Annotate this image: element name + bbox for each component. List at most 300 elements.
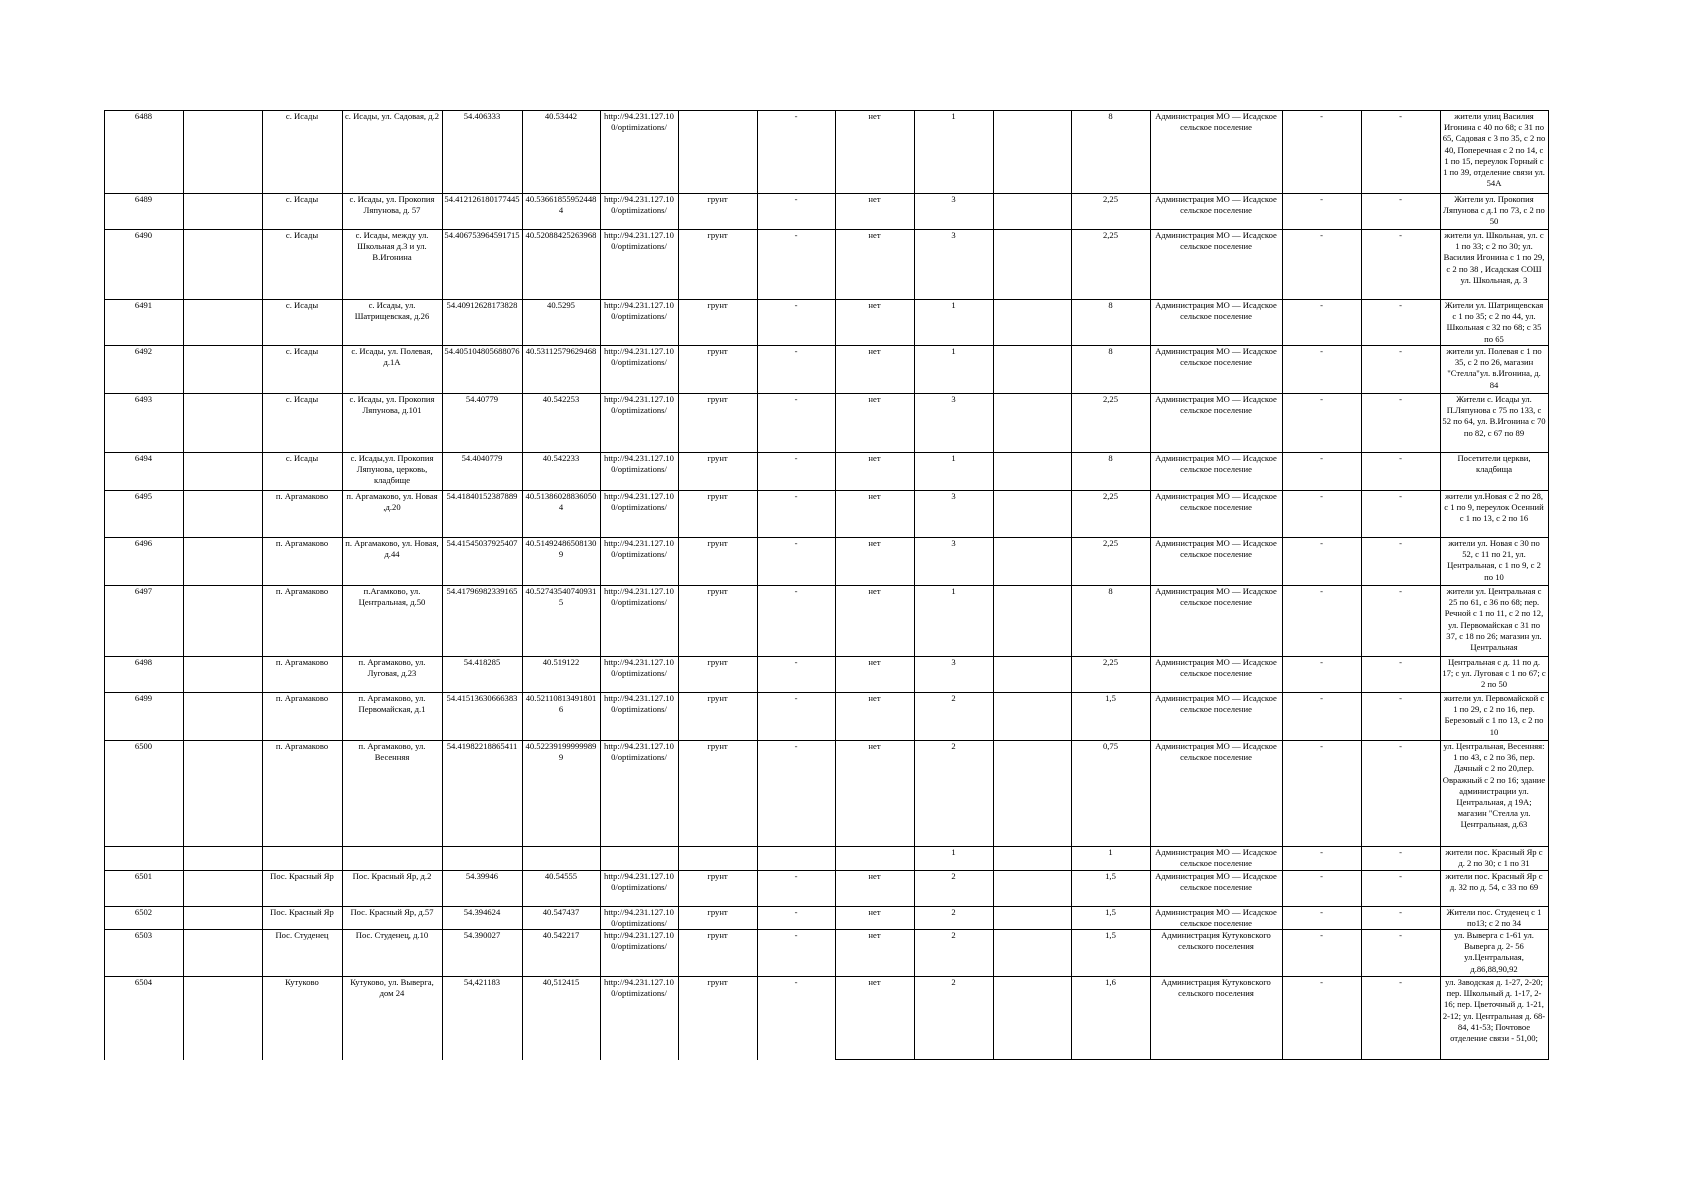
cell-dash-c: - <box>1399 491 1402 501</box>
cell-latitude: 54.40779 <box>465 394 499 404</box>
cell-dash-c: - <box>1399 453 1402 463</box>
cell-containers: 2 <box>951 930 956 940</box>
cell-blank-b <box>993 229 1071 299</box>
cell-address: п. Аргамаково, ул. Новая ,д.20 <box>346 491 438 513</box>
cell-blank-b <box>993 193 1071 229</box>
cell-latitude: 54.39946 <box>465 871 499 881</box>
cell-blank-a <box>183 976 262 1059</box>
cell-link: http://94.231.127.100/optimizations/ <box>604 741 674 763</box>
grid-line <box>104 929 1548 930</box>
cell-latitude: 54.41840152387889 <box>446 491 518 501</box>
cell-longitude: 40.547437 <box>542 907 580 917</box>
cell-dash-b: - <box>1320 453 1323 463</box>
cell-volume: 1 <box>1108 847 1113 857</box>
cell-id <box>104 846 183 870</box>
cell-dash-a: - <box>794 741 798 751</box>
cell-link: http://94.231.127.100/optimizations/ <box>604 111 674 133</box>
cell-blank-a <box>183 870 262 906</box>
cell-link: http://94.231.127.100/optimizations/ <box>604 657 674 679</box>
grid-line <box>1548 110 1549 1060</box>
cell-longitude: 40.542233 <box>542 453 580 463</box>
cell-containers: 3 <box>951 194 956 204</box>
cell-owner: Администрация МО — Исадское сельское поселение <box>1155 491 1277 513</box>
cell-settlement: Пос. Студенец <box>275 930 329 940</box>
grid-line <box>914 1059 1071 1060</box>
cell-surface: грунт <box>707 538 728 548</box>
cell-id: 6495 <box>134 491 153 501</box>
cell-volume: 8 <box>1108 346 1113 356</box>
cell-containers: 2 <box>951 907 956 917</box>
cell-blank-a <box>183 299 262 345</box>
cell-dash-c: - <box>1399 394 1402 404</box>
cell-latitude: 54.41513630666383 <box>446 693 518 703</box>
cell-owner: Администрация МО — Исадское сельское поселение <box>1155 346 1277 368</box>
cell-fence: нет <box>868 538 881 548</box>
cell-dash-c: - <box>1399 741 1402 751</box>
cell-id: 6493 <box>134 394 153 404</box>
cell-blank-a <box>183 656 262 692</box>
cell-blank-a <box>183 692 262 740</box>
cell-volume: 1,6 <box>1105 977 1116 987</box>
cell-volume: 8 <box>1108 586 1113 596</box>
cell-address: Пос. Красный Яр, д.57 <box>350 907 434 917</box>
cell-address: Пос. Красный Яр, д.2 <box>352 871 432 881</box>
cell-blank-b <box>993 452 1071 490</box>
cell-served-objects: Жители ул. Прокопия Ляпунова с д.1 по 73, с 2 по 50 <box>1443 194 1545 227</box>
cell-surface: грунт <box>707 346 728 356</box>
cell-dash-c: - <box>1399 300 1402 310</box>
cell-blank-a <box>183 740 262 846</box>
cell-owner: Администрация МО — Исадское сельское поселение <box>1155 693 1277 715</box>
cell-dash-b: - <box>1320 693 1323 703</box>
cell-surface: грунт <box>707 453 728 463</box>
cell-blank-a <box>183 906 262 929</box>
cell-containers: 3 <box>951 230 956 240</box>
cell-address: с. Исады, ул. Садовая, д.2 <box>344 111 440 121</box>
cell-id: 6503 <box>134 930 153 940</box>
cell-volume: 8 <box>1108 453 1113 463</box>
cell-latitude: 54.41982218865411 <box>446 741 518 751</box>
cell-served-objects: жители ул. Полевая с 1 по 35, с 2 по 26, магазин "Стелла"ул. в.Игонина, д. 84 <box>1446 346 1542 390</box>
cell-id: 6497 <box>134 586 153 596</box>
cell-blank-b <box>993 929 1071 976</box>
cell-id: 6489 <box>134 194 153 204</box>
cell-id: 6501 <box>134 871 153 881</box>
cell-longitude: 40.542253 <box>542 394 580 404</box>
cell-settlement: с. Исады <box>285 194 319 204</box>
cell-address: п. Аргамаково, ул. Первомайская, д.1 <box>358 693 426 715</box>
cell-blank-a <box>183 490 262 537</box>
cell-containers: 2 <box>951 871 956 881</box>
cell-latitude: 54.406333 <box>463 111 501 121</box>
cell-fence: нет <box>868 300 881 310</box>
cell-served-objects: ул. Заводская д. 1-27, 2-20; пер. Школьный д. 1-17, 2-16; пер. Цветочный д. 1-21, 2-12; ул. Центральная д. 68-84, 41-53; Почтовое отделение связи - 51,00; <box>1442 977 1546 1044</box>
cell-dash-b: - <box>1320 977 1323 987</box>
cell-latitude: 54.412126180177445 <box>444 194 520 204</box>
cell-surface <box>678 110 757 193</box>
cell-owner: Администрация МО — Исадское сельское поселение <box>1155 230 1277 252</box>
cell-fence <box>835 846 914 870</box>
cell-fence: нет <box>868 394 881 404</box>
cell-volume: 8 <box>1108 111 1113 121</box>
cell-link: http://94.231.127.100/optimizations/ <box>604 194 674 216</box>
cell-surface: грунт <box>707 657 728 667</box>
cell-settlement: Кутуково <box>285 977 319 987</box>
cell-served-objects: жители пос. Красный Яр с д. 32 по д. 54, с 33 по 69 <box>1445 871 1543 893</box>
cell-dash-b: - <box>1320 300 1323 310</box>
cell-owner: Администрация МО — Исадское сельское поселение <box>1155 871 1277 893</box>
cell-address: с. Исады, ул. Шатрищевская, д.26 <box>354 300 430 322</box>
cell-settlement: Пос. Красный Яр <box>270 871 334 881</box>
cell-served-objects: жители ул. Центральная с 25 по 61, с 36 по 68; пер. Речной с 1 по 11, с 2 по 12, ул. Первомайская с 31 по 37, с 18 по 26; магазин ул. Центральная <box>1444 586 1544 653</box>
cell-surface: грунт <box>707 741 728 751</box>
cell-containers: 1 <box>951 453 956 463</box>
cell-address: с. Исады, ул. Прокопия Ляпунова, д. 57 <box>349 194 435 216</box>
cell-served-objects: ул. Выверга с 1-61 ул. Выверга д. 2- 56 ул.Центральная, д.86,88,90,92 <box>1454 930 1534 974</box>
cell-longitude: 40.527435407409315 <box>525 586 597 608</box>
grid-line <box>104 870 1548 871</box>
cell-dash-a: - <box>794 230 798 240</box>
cell-served-objects: жители ул.Новая с 2 по 28, с 1 по 9, переулок Осенний с 1 по 13, с 2 по 16 <box>1444 491 1544 524</box>
cell-link: http://94.231.127.100/optimizations/ <box>604 491 674 513</box>
cell-settlement: Пос. Красный Яр <box>270 907 334 917</box>
cell-owner: Администрация МО — Исадское сельское поселение <box>1155 657 1277 679</box>
cell-volume: 1,5 <box>1105 930 1116 940</box>
cell-address: п. Аргамаково, ул. Новая, д.44 <box>345 538 439 560</box>
cell-blank-b <box>993 740 1071 846</box>
cell-link: http://94.231.127.100/optimizations/ <box>604 693 674 715</box>
cell-dash-a: - <box>794 930 798 940</box>
cell-blank-b <box>993 110 1071 193</box>
cell-dash-b: - <box>1320 394 1323 404</box>
cell-fence: нет <box>868 586 881 596</box>
cell-blank-b <box>993 906 1071 929</box>
cell-containers: 1 <box>951 586 956 596</box>
cell-containers: 1 <box>951 300 956 310</box>
grid-line <box>104 692 1548 693</box>
grid-line <box>104 393 1548 394</box>
cell-fence: нет <box>868 111 881 121</box>
cell-containers: 1 <box>951 111 956 121</box>
cell-longitude <box>522 846 600 870</box>
cell-owner: Администрация МО — Исадское сельское поселение <box>1155 394 1277 416</box>
grid-line <box>104 537 1548 538</box>
cell-dash-c: - <box>1399 346 1402 356</box>
cell-settlement <box>262 846 342 870</box>
cell-blank-a <box>183 193 262 229</box>
cell-served-objects: Посетители церкви, кладбища <box>1457 453 1531 475</box>
cell-dash-c: - <box>1399 111 1402 121</box>
cell-volume: 0,75 <box>1102 741 1119 751</box>
cell-volume: 2,25 <box>1102 230 1119 240</box>
cell-settlement: п. Аргамаково <box>275 491 329 501</box>
cell-dash-b: - <box>1320 491 1323 501</box>
cell-link: http://94.231.127.100/optimizations/ <box>604 346 674 368</box>
cell-id: 6492 <box>134 346 153 356</box>
cell-blank-b <box>993 846 1071 870</box>
cell-settlement: п. Аргамаково <box>275 741 329 751</box>
cell-link: http://94.231.127.100/optimizations/ <box>604 871 674 893</box>
cell-fence: нет <box>868 871 881 881</box>
cell-dash-a: - <box>794 453 798 463</box>
cell-settlement: п. Аргамаково <box>275 693 329 703</box>
cell-dash-a <box>757 846 835 870</box>
cell-served-objects: жители ул. Школьная, ул. с 1 по 33; с 2 по 30; ул. Василия Игонина с 1 по 29, с 2 по 38 , Исадская СОШ ул. Школьная, д. 3 <box>1443 230 1545 285</box>
cell-blank-b <box>993 656 1071 692</box>
cell-id: 6500 <box>134 741 153 751</box>
cell-containers: 2 <box>951 977 956 987</box>
cell-containers: 1 <box>951 346 956 356</box>
cell-link: http://94.231.127.100/optimizations/ <box>604 977 674 999</box>
cell-blank-b <box>993 585 1071 656</box>
cell-latitude: 54.405104805688076 <box>444 346 520 356</box>
cell-surface: грунт <box>707 300 728 310</box>
cell-fence: нет <box>868 741 881 751</box>
cell-owner: Администрация МО — Исадское сельское поселение <box>1155 586 1277 608</box>
cell-volume: 1,5 <box>1105 871 1116 881</box>
cell-fence: нет <box>868 453 881 463</box>
cell-latitude: 54.394624 <box>463 907 501 917</box>
cell-dash-a: - <box>794 111 798 121</box>
cell-dash-a: - <box>794 491 798 501</box>
cell-volume: 1,5 <box>1105 693 1116 703</box>
cell-longitude: 40.52088425263968 <box>525 230 597 240</box>
cell-dash-a: - <box>794 538 798 548</box>
cell-surface: грунт <box>707 977 728 987</box>
cell-surface: грунт <box>707 693 728 703</box>
cell-dash-c: - <box>1399 538 1402 548</box>
cell-latitude: 54.4040779 <box>461 453 503 463</box>
cell-settlement: с. Исады <box>285 453 319 463</box>
cell-dash-b: - <box>1320 586 1323 596</box>
cell-served-objects: жители ул. Первомайской с 1 по 29, с 2 по 16, пер. Березовый с 1 по 13, с 2 по 10 <box>1443 693 1545 737</box>
cell-id: 6499 <box>134 693 153 703</box>
cell-dash-b: - <box>1320 346 1323 356</box>
cell-dash-a: - <box>794 300 798 310</box>
cell-containers: 2 <box>951 693 956 703</box>
cell-owner: Администрация МО — Исадское сельское поселение <box>1155 538 1277 560</box>
cell-surface: грунт <box>707 230 728 240</box>
cell-containers: 3 <box>951 394 956 404</box>
cell-id: 6496 <box>134 538 153 548</box>
cell-address <box>342 846 442 870</box>
grid-line <box>104 345 1548 346</box>
cell-owner: Администрация МО — Исадское сельское поселение <box>1155 300 1277 322</box>
cell-longitude: 40.542217 <box>542 930 580 940</box>
cell-volume: 2,25 <box>1102 657 1119 667</box>
cell-id: 6502 <box>134 907 153 917</box>
grid-line <box>104 846 1548 847</box>
cell-longitude: 40.519122 <box>542 657 580 667</box>
cell-fence: нет <box>868 907 881 917</box>
cell-address: Пос. Студенец, д.10 <box>355 930 429 940</box>
cell-blank-b <box>993 537 1071 585</box>
cell-surface: грунт <box>707 194 728 204</box>
cell-containers: 3 <box>951 491 956 501</box>
cell-settlement: п. Аргамаково <box>275 538 329 548</box>
cell-dash-c: - <box>1399 907 1402 917</box>
cell-dash-b: - <box>1320 907 1323 917</box>
grid-line <box>104 110 1548 111</box>
cell-latitude: 54.406753964591715 <box>444 230 520 240</box>
cell-volume: 2,25 <box>1102 491 1119 501</box>
cell-dash-c: - <box>1399 930 1402 940</box>
cell-link: http://94.231.127.100/optimizations/ <box>604 538 674 560</box>
cell-settlement: с. Исады <box>285 394 319 404</box>
grid-line <box>104 585 1548 586</box>
cell-link: http://94.231.127.100/optimizations/ <box>604 930 674 952</box>
grid-line <box>104 452 1548 453</box>
cell-served-objects: жители ул. Новая с 30 по 52, с 11 по 21, ул. Центральная, с 1 по 9, с 2 по 10 <box>1447 538 1541 582</box>
cell-address: с. Исады,ул. Прокопия Ляпунова, церковь, кладбище <box>350 453 434 486</box>
cell-address: с. Исады, ул. Полевая, д.1А <box>351 346 433 368</box>
cell-served-objects: жители улиц Василия Игонина с 40 по 68; с 31 по 65, Садовая с 3 по 35, с 2 по 40, Поперечная с 2 по 14, с 1 по 15, переулок Горный с 1 по 39, отделение связи ул. 54А <box>1442 111 1546 189</box>
grid-line <box>1150 1059 1548 1060</box>
cell-latitude <box>442 846 522 870</box>
cell-surface: грунт <box>707 930 728 940</box>
cell-id: 6504 <box>134 977 153 987</box>
cell-owner: Администрация МО — Исадское сельское поселение <box>1155 847 1277 869</box>
cell-fence: нет <box>868 693 881 703</box>
cell-longitude: 40,512415 <box>542 977 580 987</box>
cell-owner: Администрация Кутуковского сельского поселения <box>1161 977 1271 999</box>
cell-blank-a <box>183 110 262 193</box>
cell-containers: 3 <box>951 657 956 667</box>
cell-owner: Администрация МО — Исадское сельское поселение <box>1155 111 1277 133</box>
cell-link: http://94.231.127.100/optimizations/ <box>604 394 674 416</box>
cell-blank-a <box>183 345 262 393</box>
cell-dash-c: - <box>1399 871 1402 881</box>
cell-containers: 3 <box>951 538 956 548</box>
cell-id: 6498 <box>134 657 153 667</box>
cell-dash-a: - <box>794 977 798 987</box>
cell-fence: нет <box>868 491 881 501</box>
cell-dash-c: - <box>1399 847 1402 857</box>
cell-latitude: 54.41796982339165 <box>446 586 518 596</box>
cell-latitude: 54.418285 <box>463 657 501 667</box>
cell-served-objects: Центральная с д. 11 по д. 17; с ул. Луговая с 1 по 67; с 2 по 50 <box>1442 657 1546 690</box>
cell-owner: Администрация МО — Исадское сельское поселение <box>1155 194 1277 216</box>
cell-dash-a: - <box>794 394 798 404</box>
cell-fence: нет <box>868 194 881 204</box>
cell-blank-a <box>183 846 262 870</box>
cell-latitude: 54.41545037925407 <box>446 538 518 548</box>
cell-dash-c: - <box>1399 693 1402 703</box>
cell-blank-b <box>993 345 1071 393</box>
cell-surface: грунт <box>707 491 728 501</box>
cell-volume: 2,25 <box>1102 394 1119 404</box>
cell-dash-b: - <box>1320 657 1323 667</box>
grid-line <box>104 656 1548 657</box>
cell-blank-a <box>183 393 262 452</box>
cell-link: http://94.231.127.100/optimizations/ <box>604 300 674 322</box>
cell-served-objects: Жители ул. Шатрищевская с 1 по 35; с 2 по 44, ул. Школьная с 32 по 68; с 35 по 65 <box>1444 300 1544 344</box>
cell-surface: грунт <box>707 871 728 881</box>
cell-longitude: 40.521108134918016 <box>525 693 597 715</box>
cell-longitude: 40.536618559524484 <box>525 194 597 216</box>
cell-volume: 1,5 <box>1105 907 1116 917</box>
grid-line <box>104 490 1548 491</box>
cell-dash-b: - <box>1320 930 1323 940</box>
cell-settlement: с. Исады <box>285 300 319 310</box>
cell-volume: 2,25 <box>1102 538 1119 548</box>
cell-blank-a <box>183 537 262 585</box>
cell-dash-a: - <box>794 194 798 204</box>
cell-dash-c: - <box>1399 586 1402 596</box>
cell-link: http://94.231.127.100/optimizations/ <box>604 230 674 252</box>
cell-volume: 8 <box>1108 300 1113 310</box>
cell-blank-b <box>993 490 1071 537</box>
cell-blank-a <box>183 229 262 299</box>
cell-latitude: 54,421183 <box>463 977 501 987</box>
cell-address: п. Аргамаково, ул. Луговая, д.23 <box>358 657 426 679</box>
cell-blank-b <box>993 692 1071 740</box>
cell-owner: Администрация МО — Исадское сельское поселение <box>1155 741 1277 763</box>
cell-latitude: 54.40912628173828 <box>446 300 518 310</box>
cell-dash-a: - <box>794 871 798 881</box>
cell-blank-a <box>183 929 262 976</box>
cell-id: 6490 <box>134 230 153 240</box>
cell-latitude: 54.390027 <box>463 930 501 940</box>
cell-blank-b <box>993 393 1071 452</box>
cell-fence: нет <box>868 930 881 940</box>
cell-id: 6494 <box>134 453 153 463</box>
cell-longitude: 40.5295 <box>547 300 575 310</box>
cell-settlement: с. Исады <box>285 111 319 121</box>
cell-blank-b <box>993 976 1071 1059</box>
cell-dash-a: - <box>794 657 798 667</box>
grid-line <box>104 740 1548 741</box>
cell-dash-c: - <box>1399 230 1402 240</box>
cell-address: Кутуково, ул. Выверга, дом 24 <box>350 977 434 999</box>
cell-blank-a <box>183 585 262 656</box>
cell-address: с. Исады, между ул. Школьная д.3 и ул. В.Игонина <box>355 230 429 263</box>
cell-fence: нет <box>868 977 881 987</box>
cell-dash-c: - <box>1399 657 1402 667</box>
cell-dash-b: - <box>1320 230 1323 240</box>
cell-longitude: 40.53112579629468 <box>525 346 597 356</box>
cell-dash-a: - <box>794 693 798 703</box>
grid-line <box>104 976 1548 977</box>
cell-served-objects: Жители пос. Студенец с 1 по13; с 2 по 34 <box>1446 907 1542 929</box>
grid-line <box>104 193 1548 194</box>
cell-settlement: п. Аргамаково <box>275 586 329 596</box>
cell-link: http://94.231.127.100/optimizations/ <box>604 453 674 475</box>
grid-line <box>104 299 1548 300</box>
cell-served-objects: Жители с. Исады ул. П.Ляпунова с 75 по 133, с 52 по 64, ул. В.Игонина с 70 по 82, с 67 по 89 <box>1442 394 1546 438</box>
cell-dash-c: - <box>1399 194 1402 204</box>
cell-fence: нет <box>868 230 881 240</box>
cell-dash-a: - <box>794 907 798 917</box>
cell-blank-a <box>183 452 262 490</box>
cell-containers: 2 <box>951 741 956 751</box>
grid-line <box>104 229 1548 230</box>
cell-longitude: 40.514924865081309 <box>525 538 597 560</box>
cell-dash-a: - <box>794 346 798 356</box>
cell-served-objects: ул. Центральная, Весенняя: 1 по 43, с 2 по 36, пер. Дачный с 2 по 20,пер. Овражный с 2 по 16; здание администрации ул. Центральная, д 19А; магазин "Стелла ул. Центральная, д.63 <box>1442 741 1546 830</box>
cell-longitude: 40.54555 <box>544 871 578 881</box>
cell-dash-b: - <box>1320 538 1323 548</box>
cell-dash-b: - <box>1320 741 1323 751</box>
cell-link <box>600 846 678 870</box>
cell-blank-b <box>993 870 1071 906</box>
cell-served-objects: жители пос. Красный Яр с д. 2 по 30; с 1 по 31 <box>1445 847 1543 869</box>
cell-settlement: с. Исады <box>285 230 319 240</box>
cell-address: с. Исады, ул. Прокопия Ляпунова, д.101 <box>349 394 435 416</box>
cell-dash-b: - <box>1320 871 1323 881</box>
cell-dash-a: - <box>794 586 798 596</box>
cell-longitude: 40.522391999999899 <box>525 741 597 763</box>
